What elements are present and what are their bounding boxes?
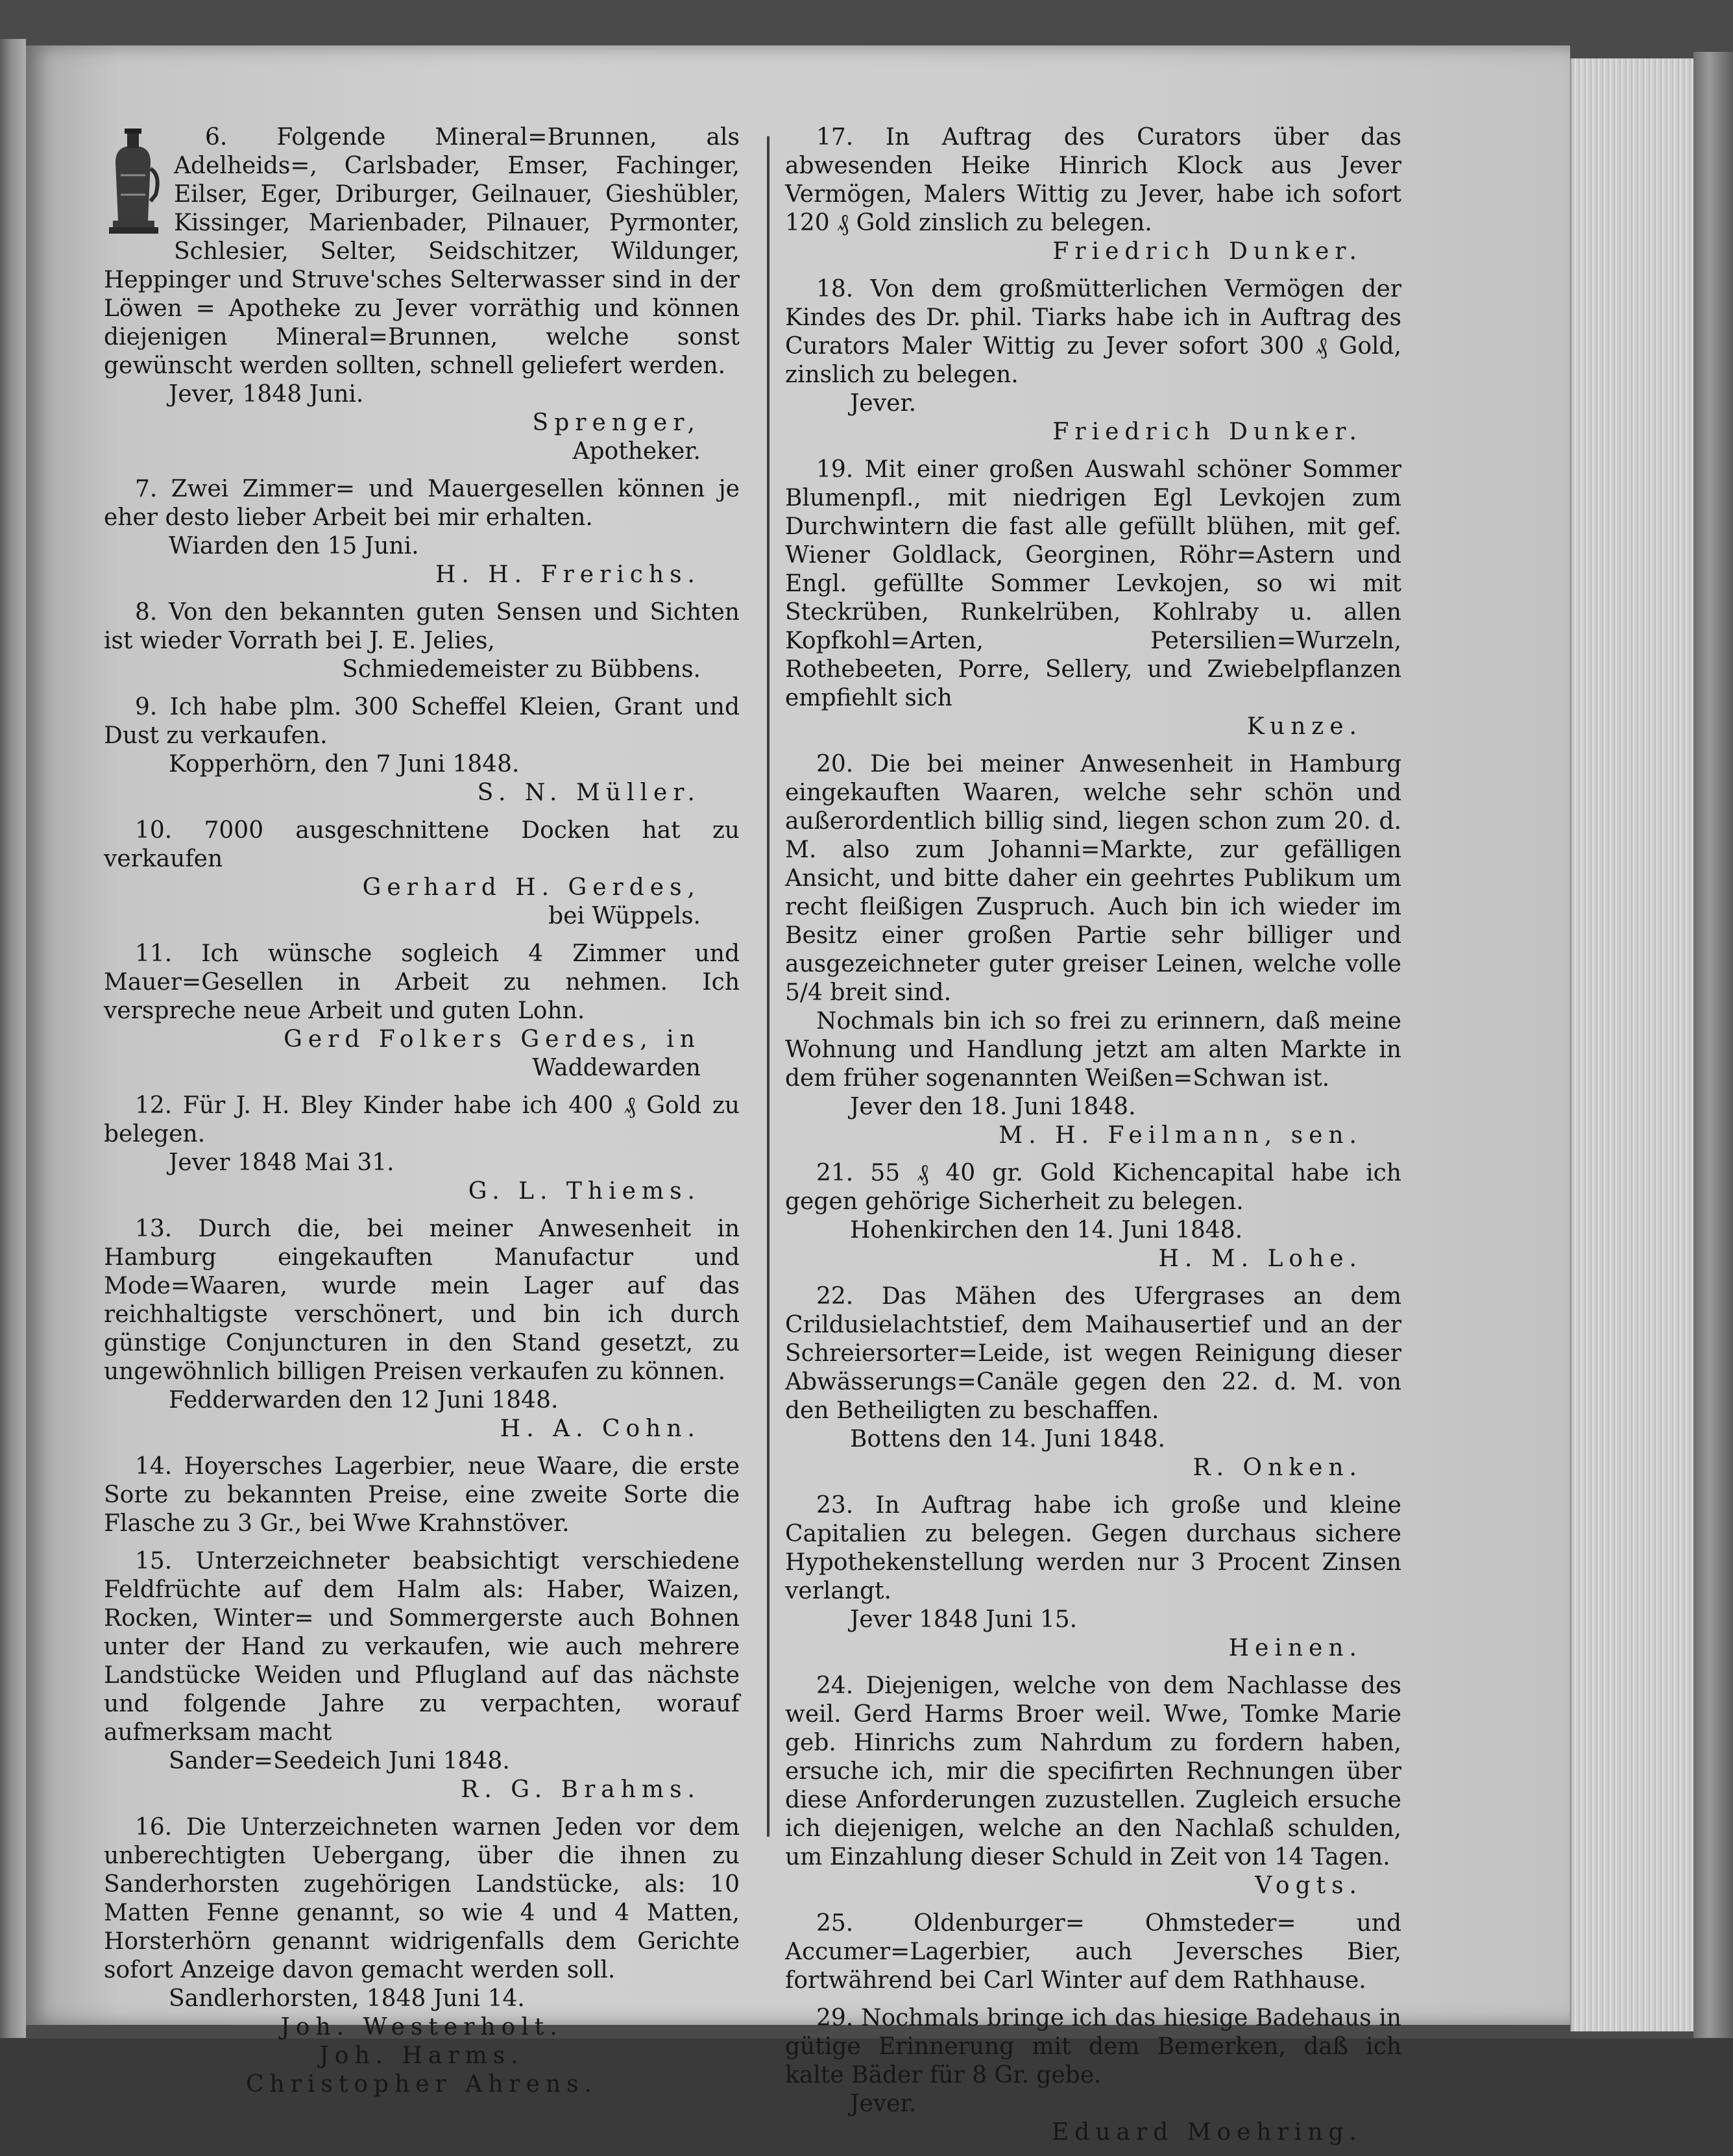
advertisement-entry: [785, 1159, 1401, 1273]
entry-text: 12. Für J. H. Bley Kinder habe ich 400 ₰ Gold zu belegen.: [104, 1092, 740, 1147]
entry-signature: Joh. Westerholt.: [280, 2014, 563, 2040]
entry-text: 7. Zwei Zimmer= und Mauergesellen können je eher desto lieber Arbeit bei mir erhalten.: [104, 476, 740, 531]
entry-text: 19. Mit einer großen Auswahl schöner Sommer Blumenpfl., mit niedrigen Egl Levkojen zum Durchwintern die fast alle gefüllt blühen, mit gef. Wiener Goldlack, Georginen, Röhr=Astern und Engl. gefüllte Sommer Levkojen, so wi mit Steckrüben, Runkelrüben, Kohlraby u. allen Kopfkohl=Arten, Petersilien=Wurzeln, Rothebeeten, Porre, Sellery, und Zwiebelpflanzen empfiehlt sich: [785, 456, 1401, 711]
advertisement-entry: [104, 1547, 740, 1804]
entry-signature: Heinen.: [1228, 1635, 1363, 1661]
page-block-edge: [1570, 58, 1701, 2031]
entry-text: 23. In Auftrag habe ich große und kleine Capitalien zu belegen. Gegen durchaus sichere Hypothekenstellung werden nur 3 Procent Zinsen verlangt.: [785, 1492, 1401, 1604]
entry-place-date: Sandlerhorsten, 1848 Juni 14.: [169, 1985, 525, 2012]
entry-signature: S. N. Müller.: [477, 779, 701, 806]
advertisement-entry: [104, 1813, 740, 2099]
entry-place-date: Jever.: [850, 2090, 917, 2117]
entry-gap: [104, 1443, 740, 1452]
advertisement-entry: [785, 2004, 1401, 2147]
entry-signature: Gerd Folkers Gerdes, in: [284, 1026, 701, 1053]
column-divider: [767, 136, 770, 1837]
entry-signature: Christopher Ahrens.: [245, 2071, 598, 2098]
entry-place-date: Jever, 1848 Juni.: [169, 381, 364, 408]
entry-signature: Eduard Moehring.: [1051, 2119, 1363, 2146]
entry-gap: [104, 684, 740, 693]
entry-signature: Joh. Harms.: [319, 2042, 524, 2069]
entry-signature: R. G. Brahms.: [461, 1776, 701, 1803]
entry-signature: R. Onken.: [1193, 1454, 1363, 1481]
advertisement-entry: [785, 456, 1401, 741]
entry-place-date: Wiarden den 15 Juni.: [169, 533, 419, 559]
entry-text: 11. Ich wünsche sogleich 4 Zimmer und Mauer=Gesellen in Arbeit zu nehmen. Ich verspreche neue Arbeit und guten Lohn.: [104, 940, 740, 1024]
entry-place-date: Jever 1848 Mai 31.: [169, 1149, 394, 1176]
entry-signature-subtitle: Schmiedemeister zu Bübbens.: [342, 656, 701, 683]
advertisement-entry: [785, 750, 1401, 1150]
advertisement-entry: [104, 598, 740, 684]
entry-text: 10. 7000 ausgeschnittene Docken hat zu verkaufen: [104, 817, 740, 872]
left-column: [104, 123, 740, 2108]
entry-text: 13. Durch die, bei meiner Anwesenheit in Hamburg eingekauften Manufactur und Mode=Waaren, wurde mein Lager auf das reichhaltigste verschönert, und bin ich durch günstige Conjuncturen in den Stand gesetzt, zu ungewöhnlich billigen Preisen verkaufen zu können.: [104, 1216, 740, 1385]
advertisement-entry: [785, 1909, 1401, 1995]
entry-gap: [785, 2147, 1401, 2156]
entry-gap: [785, 1900, 1401, 1909]
entry-gap: [104, 589, 740, 598]
entry-signature: Kunze.: [1246, 713, 1363, 740]
entry-text: 6. Folgende Mineral=Brunnen, als Adelheids=, Carlsbader, Emser, Fachinger, Eilser, Eger, Driburger, Geilnauer, Gieshübler, Kissinger, Marienbader, Pilnauer, Pyrmonter, Schlesier, Selter, Seidschitzer, Wildunger, Heppinger und Struve'sches Selterwasser sind in der Löwen = Apotheke zu Jever vorräthig und können diejenigen Mineral=Brunnen, welche sonst gewünscht werden sollten, schnell geliefert werden.: [104, 124, 740, 379]
entry-gap: [104, 1804, 740, 1813]
advertisement-entry: [785, 123, 1401, 266]
entry-place-date: Jever.: [850, 390, 917, 417]
entry-gap: [104, 931, 740, 940]
entry-signature: H. M. Lohe.: [1158, 1245, 1363, 1272]
entry-text: 29. Nochmals bringe ich das hiesige Badehaus in gütige Erinnerung mit dem Bemerken, daß ich kalte Bäder für 8 Gr. gebe.: [785, 2005, 1401, 2089]
entry-place-date: Jever 1848 Juni 15.: [850, 1606, 1078, 1633]
entry-signature-subtitle: bei Wüppels.: [548, 903, 701, 929]
entry-gap: [785, 1273, 1401, 1282]
advertisement-entry: [104, 1215, 740, 1443]
previous-page-edge: [0, 39, 26, 2038]
entry-gap: [785, 447, 1401, 456]
entry-place-date: Fedderwarden den 12 Juni 1848.: [169, 1387, 559, 1414]
entry-gap: [104, 466, 740, 475]
entry-text: 14. Hoyersches Lagerbier, neue Waare, die erste Sorte zu bekannten Preise, eine zweite Sorte die Flasche zu 3 Gr., bei Wwe Krahnstöver.: [104, 1453, 740, 1537]
entry-signature: M. H. Feilmann, sen.: [999, 1122, 1363, 1149]
entry-text: 18. Von dem großmütterlichen Vermögen der Kindes des Dr. phil. Tiarks habe ich in Auftrag des Curators Maler Wittig zu Jever sofort 300 ₰ Gold, zinslich zu belegen.: [785, 276, 1401, 388]
advertisement-entry: [104, 475, 740, 589]
entry-gap: [104, 2099, 740, 2108]
entry-signature: G. L. Thiems.: [468, 1178, 701, 1205]
entry-text: 8. Von den bekannten guten Sensen und Sichten ist wieder Vorrath bei J. E. Jelies,: [104, 599, 740, 654]
entry-signature: Friedrich Dunker.: [1052, 419, 1363, 445]
mineral-water-jug-icon: [104, 123, 162, 240]
entry-place-date: Jever den 18. Juni 1848.: [850, 1094, 1136, 1120]
entry-gap: [785, 266, 1401, 275]
entry-text: 24. Diejenigen, welche von dem Nachlasse des weil. Gerd Harms Broer weil. Wwe, Tomke Marie geb. Hinrichs zum Nahrdum zu fordern haben, ersuche ich, mir die specifirten Rechnungen über diese Anforderungen zuzustellen. Zugleich ersuche ich diejenigen, welche an den Nachlaß schulden, um Einzahlung dieser Schuld in Zeit von 14 Tagen.: [785, 1672, 1401, 1870]
entry-place-date: Bottens den 14. Juni 1848.: [850, 1426, 1165, 1452]
advertisement-entry: [785, 1282, 1401, 1482]
entry-signature: Vogts.: [1255, 1872, 1363, 1899]
entry-text: 25. Oldenburger= Ohmsteder= und Accumer=Lagerbier, auch Jeversches Bier, fortwährend bei Carl Winter auf dem Rathhause.: [785, 1910, 1401, 1994]
entry-text: 22. Das Mähen des Ufergrases an dem Crildusielachtstief, dem Maihausertief und an der Schreiersorter=Leide, ist wegen Reinigung dieser Abwässerungs=Canäle gegen den 22. d. M. von den Betheiligten zu beschaffen.: [785, 1283, 1401, 1424]
entry-signature-subtitle: Apotheker.: [572, 438, 701, 465]
right-column: [785, 123, 1401, 2156]
entry-place-date: Sander=Seedeich Juni 1848.: [169, 1748, 510, 1774]
entry-gap: [104, 807, 740, 816]
entry-gap: [104, 1538, 740, 1547]
entry-text: 20. Die bei meiner Anwesenheit in Hamburg eingekauften Waaren, welche sehr schön und außerordentlich billig sind, liegen schon zum 20. d. M. also zum Johanni=Markte, zur gefälligen Ansicht, und bitte daher ein geehrtes Publikum um recht fleißigen Zuspruch. Auch bin ich wieder im Besitz einer großen Partie sehr billiger und ausgezeichneter guter greiser Leinen, welche volle 5/4 breit sind.: [785, 751, 1401, 1006]
advertisement-entry: [785, 1672, 1401, 1900]
book-cover-edge: [1693, 52, 1733, 2038]
entry-signature-subtitle: Waddewarden: [532, 1055, 701, 1081]
entry-place-date: Kopperhörn, den 7 Juni 1848.: [169, 751, 520, 778]
entry-text: 15. Unterzeichneter beabsichtigt verschiedene Feldfrüchte auf dem Halm als: Haber, Waizen, Rocken, Winter= und Sommergerste auch Bohnen unter der Hand zu verkaufen, wie auch mehrere Landstücke Weiden und Pflugland auf das nächste und folgende Jahre zu verpachten, worauf aufmerksam macht: [104, 1548, 740, 1746]
entry-text: 17. In Auftrag des Curators über das abwesenden Heike Hinrich Klock aus Jever Vermögen, Malers Wittig zu Jever, habe ich sofort 120 ₰ Gold zinslich zu belegen.: [785, 124, 1401, 236]
entry-text: 16. Die Unterzeichneten warnen Jeden vor dem unberechtigten Uebergang, über die ihnen zu Sanderhorsten zugehörigen Landstücke, als: 10 Matten Fenne genannt, so wie 4 und 4 Matten, Horsterhörn genannt widrigenfalls dem Gerichte sofort Anzeige davon gemacht werden soll.: [104, 1814, 740, 1983]
entry-text: 9. Ich habe plm. 300 Scheffel Kleien, Grant und Dust zu verkaufen.: [104, 694, 740, 749]
advertisement-entry: [104, 940, 740, 1083]
advertisement-entry: [104, 693, 740, 807]
entry-gap: [785, 1663, 1401, 1672]
advertisement-entry: [104, 1092, 740, 1206]
entry-gap: [785, 1150, 1401, 1159]
entry-signature: Friedrich Dunker.: [1052, 238, 1363, 265]
entry-signature: Sprenger,: [532, 410, 701, 436]
advertisement-entry: [104, 1452, 740, 1538]
entry-signature: H. H. Frerichs.: [435, 561, 701, 588]
entry-place-date: Hohenkirchen den 14. Juni 1848.: [850, 1217, 1243, 1243]
entry-signature: H. A. Cohn.: [500, 1415, 701, 1442]
entry-gap: [104, 1206, 740, 1215]
advertisement-entry: [104, 816, 740, 931]
entry-text: Nochmals bin ich so frei zu erinnern, daß meine Wohnung und Handlung jetzt am alten Markte in dem früher sogenannten Weißen=Schwan ist.: [785, 1008, 1401, 1092]
entry-gap: [785, 741, 1401, 750]
entry-text: 21. 55 ₰ 40 gr. Gold Kichencapital habe ich gegen gehörige Sicherheit zu belegen.: [785, 1160, 1401, 1215]
entry-gap: [104, 1083, 740, 1092]
entry-gap: [785, 1482, 1401, 1491]
entry-gap: [785, 1995, 1401, 2004]
advertisement-entry: [785, 1491, 1401, 1663]
advertisement-entry: [104, 123, 740, 466]
advertisement-entry: [785, 275, 1401, 447]
entry-signature: Gerhard H. Gerdes,: [362, 874, 701, 901]
